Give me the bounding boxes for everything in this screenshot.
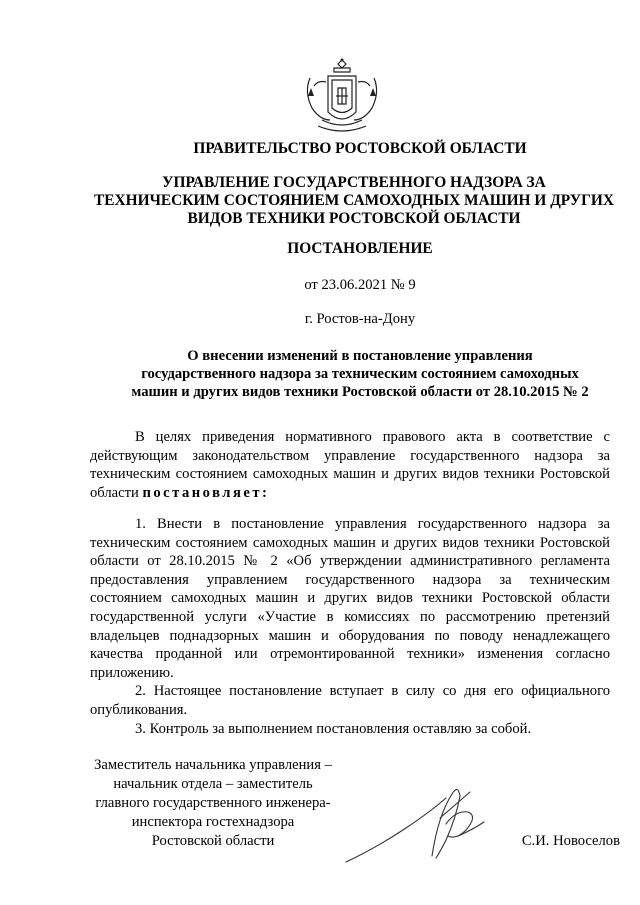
- subject-line: О внесении изменений в постановление управления: [187, 348, 533, 364]
- position-line: главного государственного инженера-: [95, 795, 331, 811]
- signatory-position: [88, 756, 338, 851]
- government-name: ПРАВИТЕЛЬСТВО РОСТОВСКОЙ ОБЛАСТИ: [193, 140, 527, 157]
- department-line: УПРАВЛЕНИЕ ГОСУДАРСТВЕННОГО НАДЗОРА ЗА: [162, 174, 546, 191]
- decree-item: 3. Контроль за выполнением постановления оставляю за собой.: [135, 720, 532, 737]
- department-name: [88, 174, 620, 229]
- document-date-number: от 23.06.2021 № 9: [304, 277, 416, 293]
- decree-item: 1. Внести в постановление управления государственного надзора за техническим состоянием самоходных машин и других видов техники Ростовской области от 28.10.2015 № 2 «Об утверждении административного регламента предоставления управлением государственного надзора за техническим состоянием самоходных машин и других видов техники Ростовской области государственной услуги «Участие в комиссиях по рассмотрению претензий владельцев поднадзорных машин и оборудования по поводу ненадлежащего качества проданной или отремонтированной техники» изменения согласно приложению.: [90, 516, 610, 681]
- subject-line: государственного надзора за техническим состоянием самоходных: [141, 366, 579, 383]
- decree-item: 2. Настоящее постановление вступает в силу со дня его официального опубликования.: [90, 683, 610, 718]
- subject-line: машин и других видов техники Ростовской области от 28.10.2015 № 2: [131, 384, 589, 401]
- position-line: Заместитель начальника управления –: [94, 757, 332, 773]
- coat-of-arms-emblem: [298, 56, 386, 138]
- decree-items: [90, 515, 610, 738]
- department-line: ТЕХНИЧЕСКИМ СОСТОЯНИЕМ САМОХОДНЫХ МАШИН И ДРУГИХ: [94, 192, 614, 210]
- preamble-text: В целях приведения нормативного правового акта в соответствие с действующим законодательством управление государственного надзора за техническим состоянием самоходных машин и других видов техники Ростовской области: [90, 429, 610, 501]
- position-line: инспектора гостехнадзора: [131, 814, 295, 830]
- document-subject: [100, 347, 620, 402]
- preamble-paragraph: [90, 428, 610, 502]
- decree-word: постановляет:: [142, 484, 270, 501]
- handwritten-signature: [340, 778, 510, 868]
- signatory-name: С.И. Новоселов: [521, 833, 620, 849]
- position-line: начальник отдела – заместитель: [113, 776, 313, 792]
- department-line: ВИДОВ ТЕХНИКИ РОСТОВСКОЙ ОБЛАСТИ: [187, 210, 521, 228]
- document-type: ПОСТАНОВЛЕНИЕ: [287, 240, 433, 257]
- document-city: г. Ростов-на-Дону: [304, 311, 416, 327]
- position-line: Ростовской области: [151, 833, 275, 849]
